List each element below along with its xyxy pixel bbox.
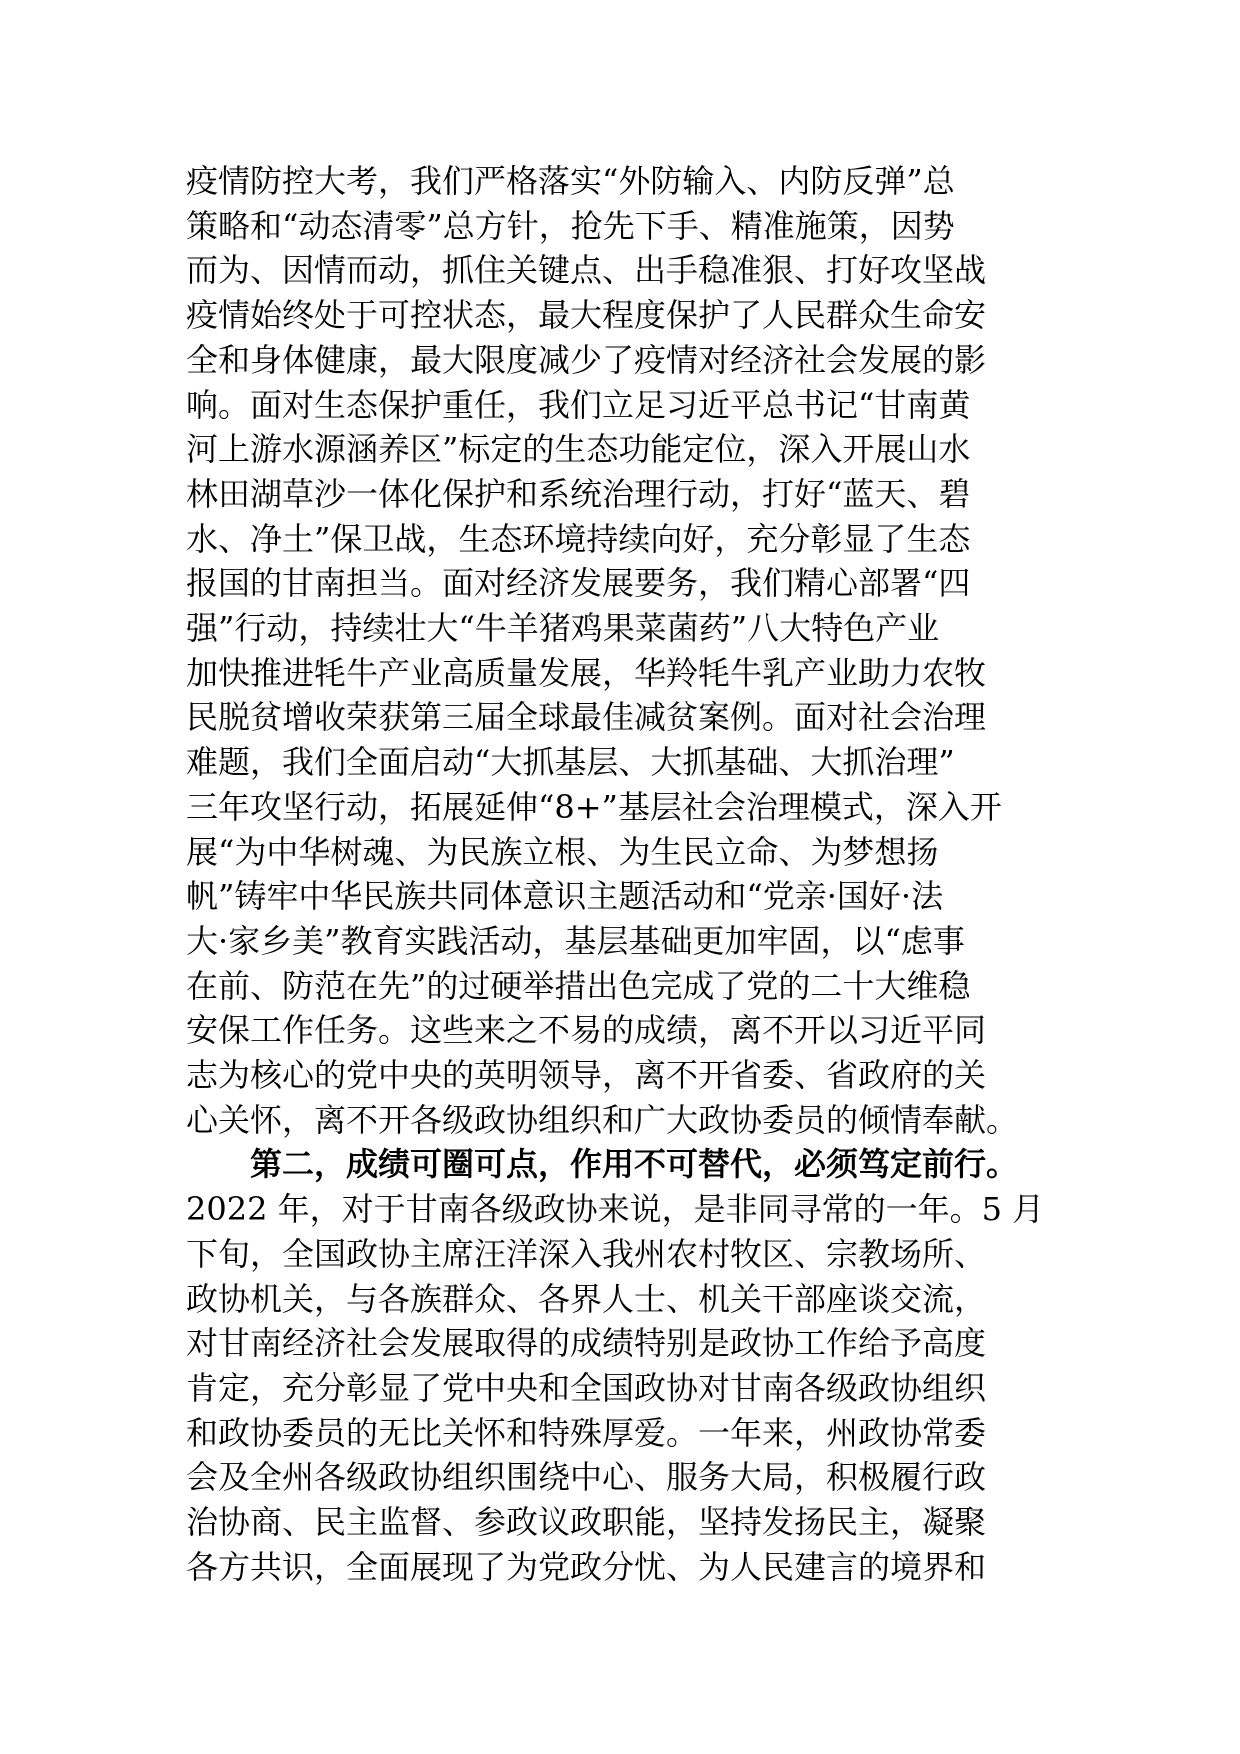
text-line: 河上游水源涵养区”标定的生态功能定位，深入开展山水 (186, 430, 971, 469)
text-line: 而为、因情而动，抓住关键点、出手稳准狠、打好攻坚战 (186, 251, 987, 290)
text-line: 疫情防控大考，我们严格落实“外防输入、内防反弹”总 (186, 162, 955, 200)
text-line: 志为核心的党中央的英明领导，离不开省委、省政府的关 (186, 1056, 987, 1094)
text-line: 三年攻坚行动，拓展延伸“8+”基层社会治理模式，深入开 (186, 787, 1002, 826)
text-line: 会及全州各级政协组织围绕中心、服务大局，积极履行政 (186, 1458, 987, 1497)
text-line: 全和身体健康，最大限度减少了疫情对经济社会发展的影 (186, 340, 987, 379)
text-line: 各方共识，全面展现了为党政分忧、为人民建言的境界和 (186, 1547, 987, 1586)
text-line: 治协商、民主监督、参政议政职能，坚持发扬民主，凝聚 (186, 1503, 987, 1541)
text-line: 心关怀，离不开各级政协组织和广大政协委员的倾情奉献。 (186, 1100, 1019, 1139)
text-line: 林田湖草沙一体化保护和系统治理行动，打好“蓝天、碧 (186, 474, 971, 513)
text-line: 展“为中华树魂、为民族立根、为生民立命、为梦想扬 (186, 832, 939, 871)
text-line: 在前、防范在先”的过硬举措出色完成了党的二十大维稳 (186, 966, 971, 1005)
text-line: 报国的甘南担当。面对经济发展要务，我们精心部署“四 (186, 564, 971, 603)
text-line: 强”行动，持续壮大“牛羊猪鸡果菜菌药”八大特色产业 (186, 609, 940, 647)
section-heading: 第二，成绩可圈可点，作用不可替代，必须笃定前行。 (250, 1145, 1019, 1184)
text-line: 疫情始终处于可控状态，最大程度保护了人民群众生命安 (186, 296, 987, 335)
text-line: 政协机关，与各族群众、各界人士、机关干部座谈交流， (186, 1279, 987, 1318)
text-line: 帆”铸牢中华民族共同体意识主题活动和“党亲·国好·法 (186, 877, 944, 916)
text-line: 肯定，充分彰显了党中央和全国政协对甘南各级政协组织 (186, 1368, 987, 1407)
text-line: 难题，我们全面启动“大抓基层、大抓基础、大抓治理” (186, 743, 955, 782)
text-line: 下旬，全国政协主席汪洋深入我州农村牧区、宗教场所、 (186, 1234, 987, 1273)
text-line: 对甘南经济社会发展取得的成绩特别是政协工作给予高度 (186, 1324, 987, 1363)
text-line: 大·家乡美”教育实践活动，基层基础更加牢固，以“虑事 (186, 921, 965, 960)
text-line: 加快推进牦牛产业高质量发展，华羚牦牛乳产业助力农牧 (186, 653, 987, 692)
text-line: 民脱贫增收荣获第三届全球最佳减贫案例。面对社会治理 (186, 698, 987, 737)
text-line: 水、净土”保卫战，生态环境持续向好，充分彰显了生态 (186, 519, 971, 558)
text-line: 响。面对生态保护重任，我们立足习近平总书记“甘南黄 (186, 385, 971, 424)
text-line: 安保工作任务。这些来之不易的成绩，离不开以习近平同 (186, 1011, 987, 1050)
text-line: 策略和“动态清零”总方针，抢先下手、精准施策，因势 (186, 206, 955, 245)
text-line: 2022 年，对于甘南各级政协来说，是非同寻常的一年。5 月 (186, 1190, 1045, 1229)
text-line: 和政协委员的无比关怀和特殊厚爱。一年来，州政协常委 (186, 1413, 987, 1452)
